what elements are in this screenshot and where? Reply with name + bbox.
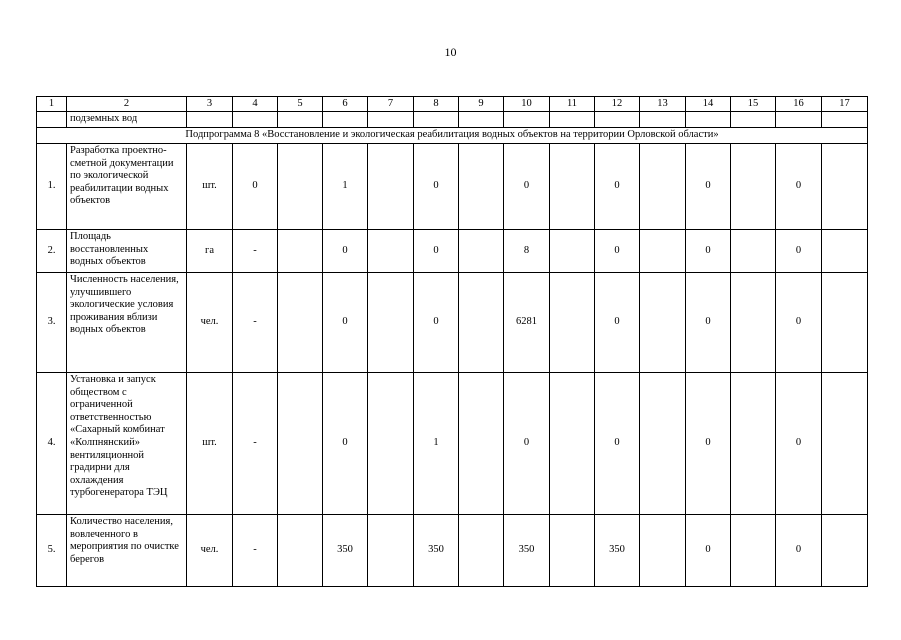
subprogram-row [37, 128, 868, 144]
value-cell [822, 230, 868, 273]
row-number: 1. [37, 144, 67, 230]
value-cell: 0 [776, 515, 822, 587]
value-cell [640, 273, 686, 373]
value-cell: 0 [595, 373, 640, 515]
value-cell: 0 [595, 273, 640, 373]
value-cell [278, 515, 323, 587]
value-cell [368, 144, 414, 230]
value-cell [822, 515, 868, 587]
value-cell: 0 [323, 373, 368, 515]
column-header: 5 [278, 97, 323, 112]
value-cell [550, 515, 595, 587]
value-cell [278, 230, 323, 273]
table-row [37, 373, 868, 515]
value-cell: 0 [776, 144, 822, 230]
value-cell: 1 [414, 373, 459, 515]
page-number: 10 [444, 45, 457, 59]
value-cell: 350 [323, 515, 368, 587]
indicator-name: Площадь восстановленных водных объектов [67, 230, 187, 273]
value-cell: 0 [414, 273, 459, 373]
column-header: 13 [640, 97, 686, 112]
value-cell: 0 [595, 144, 640, 230]
value-cell [822, 144, 868, 230]
value-cell [731, 273, 776, 373]
value-cell [731, 144, 776, 230]
value-cell: - [233, 273, 278, 373]
value-cell: 0 [686, 273, 731, 373]
table-cell [323, 112, 368, 128]
value-cell: 0 [323, 273, 368, 373]
table-cell [550, 112, 595, 128]
indicator-name: Численность населения, улучшившего экологические условия проживания вблизи водных объектов [67, 273, 187, 373]
indicator-name: Установка и запуск обществом с ограниченной ответственностью «Сахарный комбинат «Колпнянский» вентиляционной градирни для охлаждения турбогенератора ТЭЦ [67, 373, 187, 515]
value-cell [731, 515, 776, 587]
table-cell [595, 112, 640, 128]
column-header: 6 [323, 97, 368, 112]
value-cell [459, 373, 504, 515]
value-cell: 0 [504, 373, 550, 515]
value-cell [278, 273, 323, 373]
value-cell: 0 [414, 144, 459, 230]
column-header: 14 [686, 97, 731, 112]
indicator-name: Разработка проектно-сметной документации по экологической реабилитации водных объектов [67, 144, 187, 230]
table-cell [731, 112, 776, 128]
table-cell [278, 112, 323, 128]
value-cell: - [233, 515, 278, 587]
column-header: 10 [504, 97, 550, 112]
value-cell: 1 [323, 144, 368, 230]
value-cell: 0 [776, 230, 822, 273]
value-cell [640, 144, 686, 230]
value-cell: 0 [323, 230, 368, 273]
column-header: 4 [233, 97, 278, 112]
column-header: 1 [37, 97, 67, 112]
value-cell [550, 230, 595, 273]
unit-cell: чел. [187, 273, 233, 373]
value-cell [731, 373, 776, 515]
unit-cell: га [187, 230, 233, 273]
column-header: 2 [67, 97, 187, 112]
unit-cell: шт. [187, 144, 233, 230]
value-cell: 0 [776, 373, 822, 515]
column-header: 3 [187, 97, 233, 112]
indicator-name: подземных вод [67, 112, 187, 128]
value-cell: 0 [686, 515, 731, 587]
table-cell [686, 112, 731, 128]
value-cell: 6281 [504, 273, 550, 373]
table-cell [504, 112, 550, 128]
value-cell: - [233, 373, 278, 515]
value-cell [822, 273, 868, 373]
subprogram-title: Подпрограмма 8 «Восстановление и экологическая реабилитация водных объектов на территории Орловской области» [37, 128, 868, 144]
indicators-table [36, 96, 868, 587]
value-cell [640, 515, 686, 587]
value-cell [368, 273, 414, 373]
column-header: 16 [776, 97, 822, 112]
value-cell: - [233, 230, 278, 273]
column-header: 9 [459, 97, 504, 112]
value-cell: 0 [504, 144, 550, 230]
value-cell: 8 [504, 230, 550, 273]
column-header: 8 [414, 97, 459, 112]
value-cell [550, 273, 595, 373]
value-cell [822, 373, 868, 515]
table-cell [640, 112, 686, 128]
value-cell: 0 [414, 230, 459, 273]
value-cell: 0 [776, 273, 822, 373]
indicator-name: Количество населения, вовлеченного в мероприятия по очистке берегов [67, 515, 187, 587]
table-cell [368, 112, 414, 128]
table-row [37, 144, 868, 230]
table-cell [822, 112, 868, 128]
value-cell: 350 [595, 515, 640, 587]
unit-cell: шт. [187, 373, 233, 515]
column-header: 11 [550, 97, 595, 112]
value-cell [368, 515, 414, 587]
row-number: 2. [37, 230, 67, 273]
table-cell [37, 112, 67, 128]
table-row [37, 273, 868, 373]
table-row [37, 515, 868, 587]
value-cell [459, 515, 504, 587]
row-number: 3. [37, 273, 67, 373]
value-cell [459, 230, 504, 273]
value-cell [731, 230, 776, 273]
table-cell [459, 112, 504, 128]
table-cell [414, 112, 459, 128]
value-cell [459, 273, 504, 373]
column-number-row [37, 97, 868, 112]
value-cell [278, 373, 323, 515]
row-number: 4. [37, 373, 67, 515]
value-cell: 350 [504, 515, 550, 587]
value-cell: 0 [595, 230, 640, 273]
value-cell [640, 230, 686, 273]
value-cell [278, 144, 323, 230]
value-cell: 0 [233, 144, 278, 230]
unit-cell: чел. [187, 515, 233, 587]
column-header: 17 [822, 97, 868, 112]
value-cell [459, 144, 504, 230]
column-header: 12 [595, 97, 640, 112]
row-number: 5. [37, 515, 67, 587]
value-cell [368, 373, 414, 515]
value-cell: 0 [686, 230, 731, 273]
value-cell [640, 373, 686, 515]
table-cell [776, 112, 822, 128]
value-cell [550, 373, 595, 515]
value-cell: 350 [414, 515, 459, 587]
continued-row [37, 112, 868, 128]
value-cell: 0 [686, 144, 731, 230]
table-cell [187, 112, 233, 128]
table-cell [233, 112, 278, 128]
table-row [37, 230, 868, 273]
column-header: 7 [368, 97, 414, 112]
value-cell [550, 144, 595, 230]
column-header: 15 [731, 97, 776, 112]
value-cell: 0 [686, 373, 731, 515]
value-cell [368, 230, 414, 273]
